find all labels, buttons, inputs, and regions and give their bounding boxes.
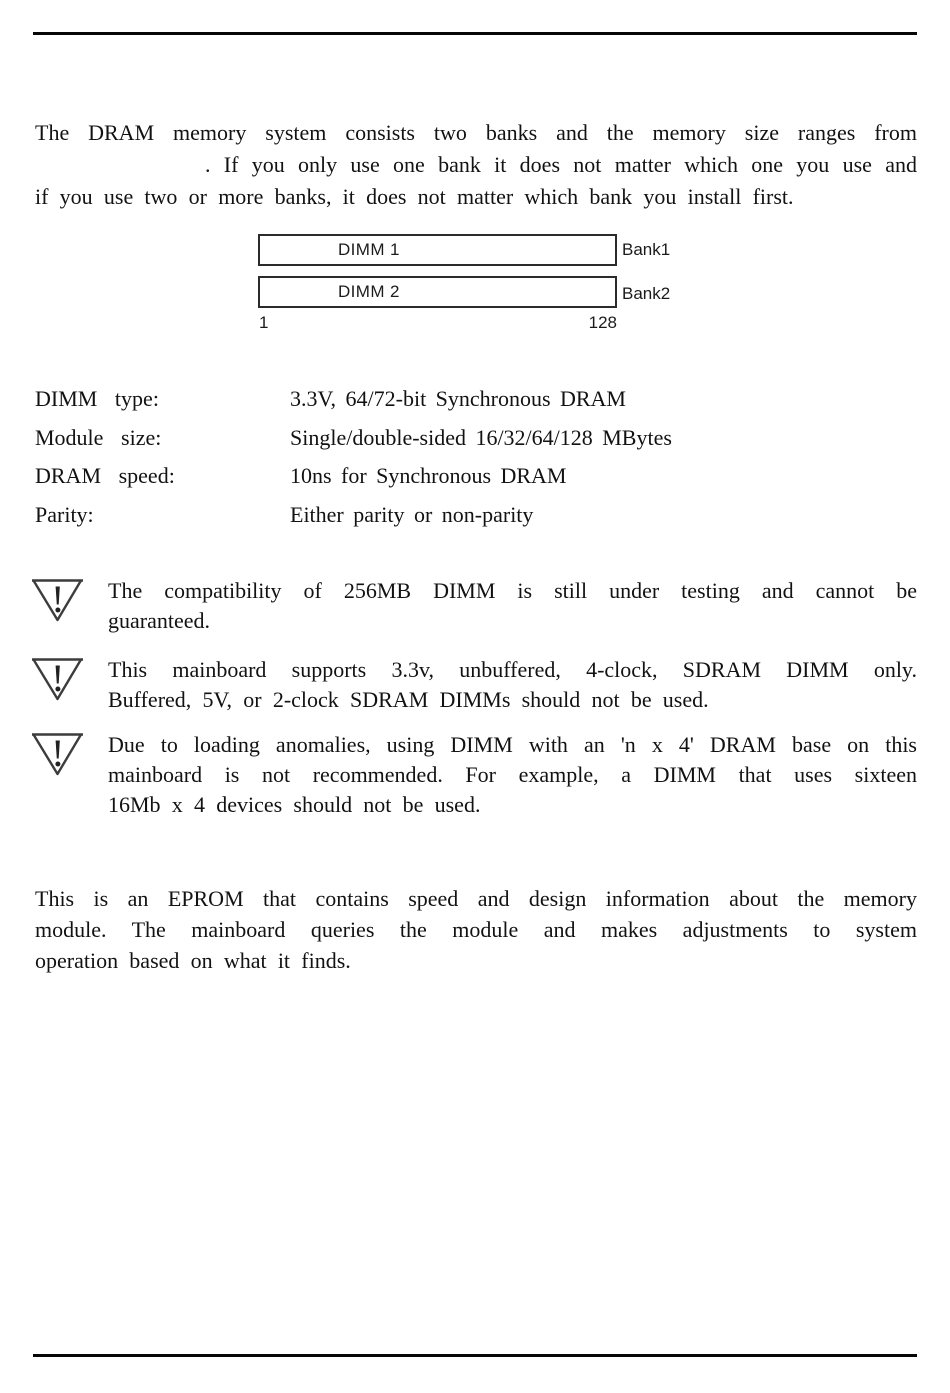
note-line-text: The compatibility of 256MB DIMM is still under testing and cannot be [108, 578, 917, 603]
note-line [108, 685, 917, 715]
note-line-text: mainboard is not recommended. For example, a DIMM that uses sixteen [108, 762, 917, 787]
warning-notes [31, 576, 917, 839]
paragraph-text: This is an EPROM that contains speed and design information about the memory [35, 886, 917, 911]
spec-value: 10ns for Synchronous DRAM [290, 463, 567, 488]
paragraph-line [35, 914, 917, 945]
spec-value: 3.3V, 64/72-bit Synchronous DRAM [290, 386, 626, 411]
spec-label: DIMM type: [35, 386, 159, 411]
note-line-text: 16Mb x 4 devices should not be used. [108, 792, 481, 817]
note-line-text: Buffered, 5V, or 2-clock SDRAM DIMMs should not be used. [108, 687, 709, 712]
dimm-bank-diagram [0, 234, 950, 344]
note-line [108, 655, 917, 685]
paragraph-line [35, 117, 917, 149]
bank2-label: Bank2 [622, 284, 671, 303]
spec-label: Module size: [35, 424, 162, 450]
warning-note [31, 655, 917, 715]
paragraph-text: operation based on what it finds. [35, 948, 351, 973]
paragraph-line [35, 883, 917, 914]
note-line [108, 730, 917, 760]
note-line-text: guaranteed. [108, 608, 210, 633]
blank-gap [35, 171, 205, 172]
warning-icon [31, 731, 84, 777]
spec-row [35, 496, 917, 535]
note-text [108, 576, 917, 636]
dimm2-label: DIMM 2 [338, 282, 400, 301]
eprom-paragraph [35, 883, 917, 976]
note-line [108, 606, 917, 636]
note-text [108, 730, 917, 820]
warning-icon [31, 656, 84, 702]
spec-label: Parity: [35, 501, 94, 527]
paragraph-line [35, 149, 917, 181]
note-text [108, 655, 917, 715]
paragraph-text: The DRAM memory system consists two banks and the memory size ranges from [35, 120, 917, 145]
paragraph-line [35, 945, 917, 976]
paragraph-line [35, 181, 917, 213]
paragraph-text: . If you only use one bank it does not matter which one you use and [205, 152, 917, 177]
spec-row [35, 380, 917, 419]
note-line [108, 576, 917, 606]
paragraph-text: if you use two or more banks, it does not matter which bank you install first. [35, 184, 794, 209]
dimm-spec-list [35, 380, 917, 534]
spec-row [35, 457, 917, 496]
dimm2-slot-box [258, 276, 617, 308]
spec-row [35, 419, 917, 458]
spec-value: Single/double-sided 16/32/64/128 MBytes [290, 424, 672, 450]
note-line [108, 760, 917, 790]
note-line-text: Due to loading anomalies, using DIMM with an 'n x 4' DRAM base on this [108, 732, 917, 757]
paragraph-text: module. The mainboard queries the module and makes adjustments to system [35, 917, 917, 942]
range-end-label: 128 [588, 313, 617, 332]
note-line [108, 790, 917, 820]
dimm1-slot-box [258, 234, 617, 266]
note-line-text: This mainboard supports 3.3v, unbuffered, 4-clock, SDRAM DIMM only. [108, 657, 917, 682]
range-start-label: 1 [259, 313, 269, 332]
warning-note [31, 576, 917, 636]
intro-paragraph [35, 117, 917, 213]
warning-icon [31, 577, 84, 623]
spec-label: DRAM speed: [35, 463, 175, 488]
dimm1-label: DIMM 1 [338, 240, 400, 259]
bottom-rule [33, 1354, 917, 1357]
top-rule [33, 32, 917, 35]
spec-value: Either parity or non-parity [290, 501, 534, 527]
warning-note [31, 730, 917, 820]
bank1-label: Bank1 [622, 240, 671, 259]
